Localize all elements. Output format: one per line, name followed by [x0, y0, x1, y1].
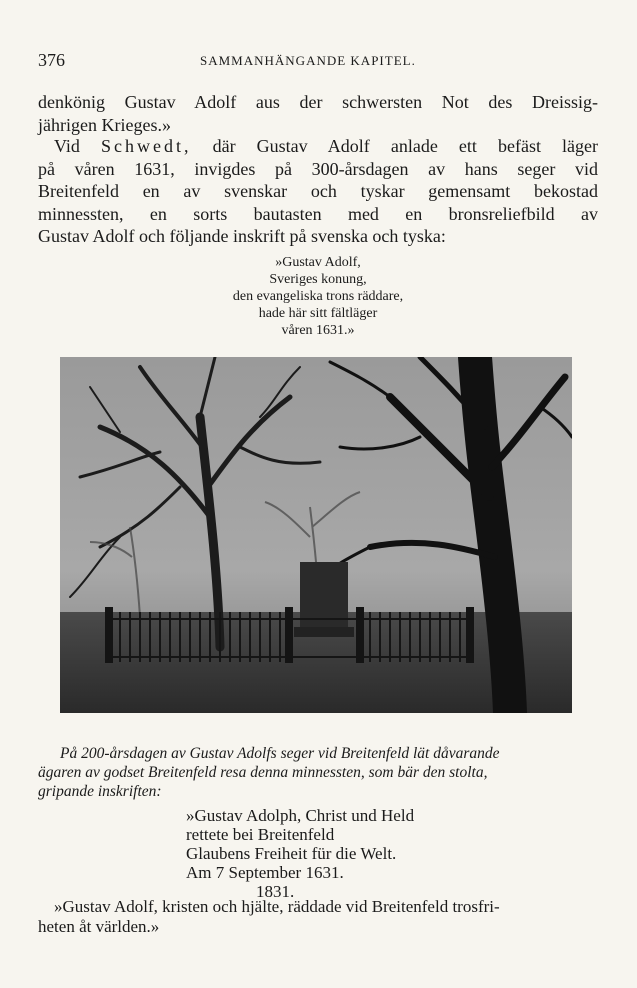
photo-caption [38, 744, 598, 801]
paragraph-continuation [38, 91, 598, 136]
place-name-spaced: Schwedt, [101, 136, 192, 156]
inscription-year: 1831. [256, 882, 295, 901]
verse-line: »Gustav Adolf, [275, 255, 361, 270]
text-line: heten åt världen.» [38, 917, 160, 936]
caption-line: ägaren av godset Breitenfeld resa denna minnessten, som bär den stolta, [38, 764, 488, 781]
text-line: Gustav Adolf och följande inskrift på svenska och tyska: [38, 226, 446, 246]
inscription-line: Am 7 September 1631. [186, 863, 344, 882]
page-header [38, 50, 598, 70]
inscription-line: Glaubens Freiheit für die Welt. [186, 844, 397, 863]
caption-line: På 200-årsdagen av Gustav Adolfs seger vid Breitenfeld lät dåvarande [60, 745, 500, 762]
text-line: jährigen Krieges.» [38, 114, 171, 135]
page-number: 376 [38, 50, 65, 70]
paragraph-schwedt [38, 135, 598, 248]
german-inscription [186, 806, 414, 901]
running-head: SAMMANHÄNGANDE KAPITEL. [200, 53, 416, 68]
final-paragraph [38, 897, 598, 937]
text-line: minnessten, en sorts bautasten med en bronsreliefbild av [38, 203, 598, 224]
verse-line: våren 1631.» [281, 323, 355, 338]
text-fragment: där Gustav Adolf anlade ett befäst läger [191, 136, 599, 156]
text-fragment: Vid [54, 136, 102, 156]
text-line [38, 135, 598, 158]
text-line: på våren 1631, invigdes på 300-årsdagen av hans seger vid [38, 158, 598, 179]
verse-line: Sveriges konung, [269, 272, 367, 287]
verse-line: den evangeliska trons räddare, [232, 289, 404, 304]
text-line: denkönig Gustav Adolf aus der schwersten Not des Dreissig- [38, 92, 598, 112]
monument-photo [60, 357, 572, 713]
monument-photo-illustration [60, 357, 572, 713]
swedish-inscription [38, 254, 598, 339]
inscription-line: rettete bei Breitenfeld [186, 825, 335, 844]
text-line: »Gustav Adolf, kristen och hjälte, räddade vid Breitenfeld trosfri- [54, 897, 500, 916]
caption-line: gripande inskriften: [38, 783, 162, 800]
inscription-line: »Gustav Adolph, Christ und Held [186, 806, 415, 825]
text-line: Breitenfeld en av svenskar och tyskar gemensamt bekostad [38, 181, 598, 201]
verse-line: hade här sitt fältläger [258, 306, 378, 321]
